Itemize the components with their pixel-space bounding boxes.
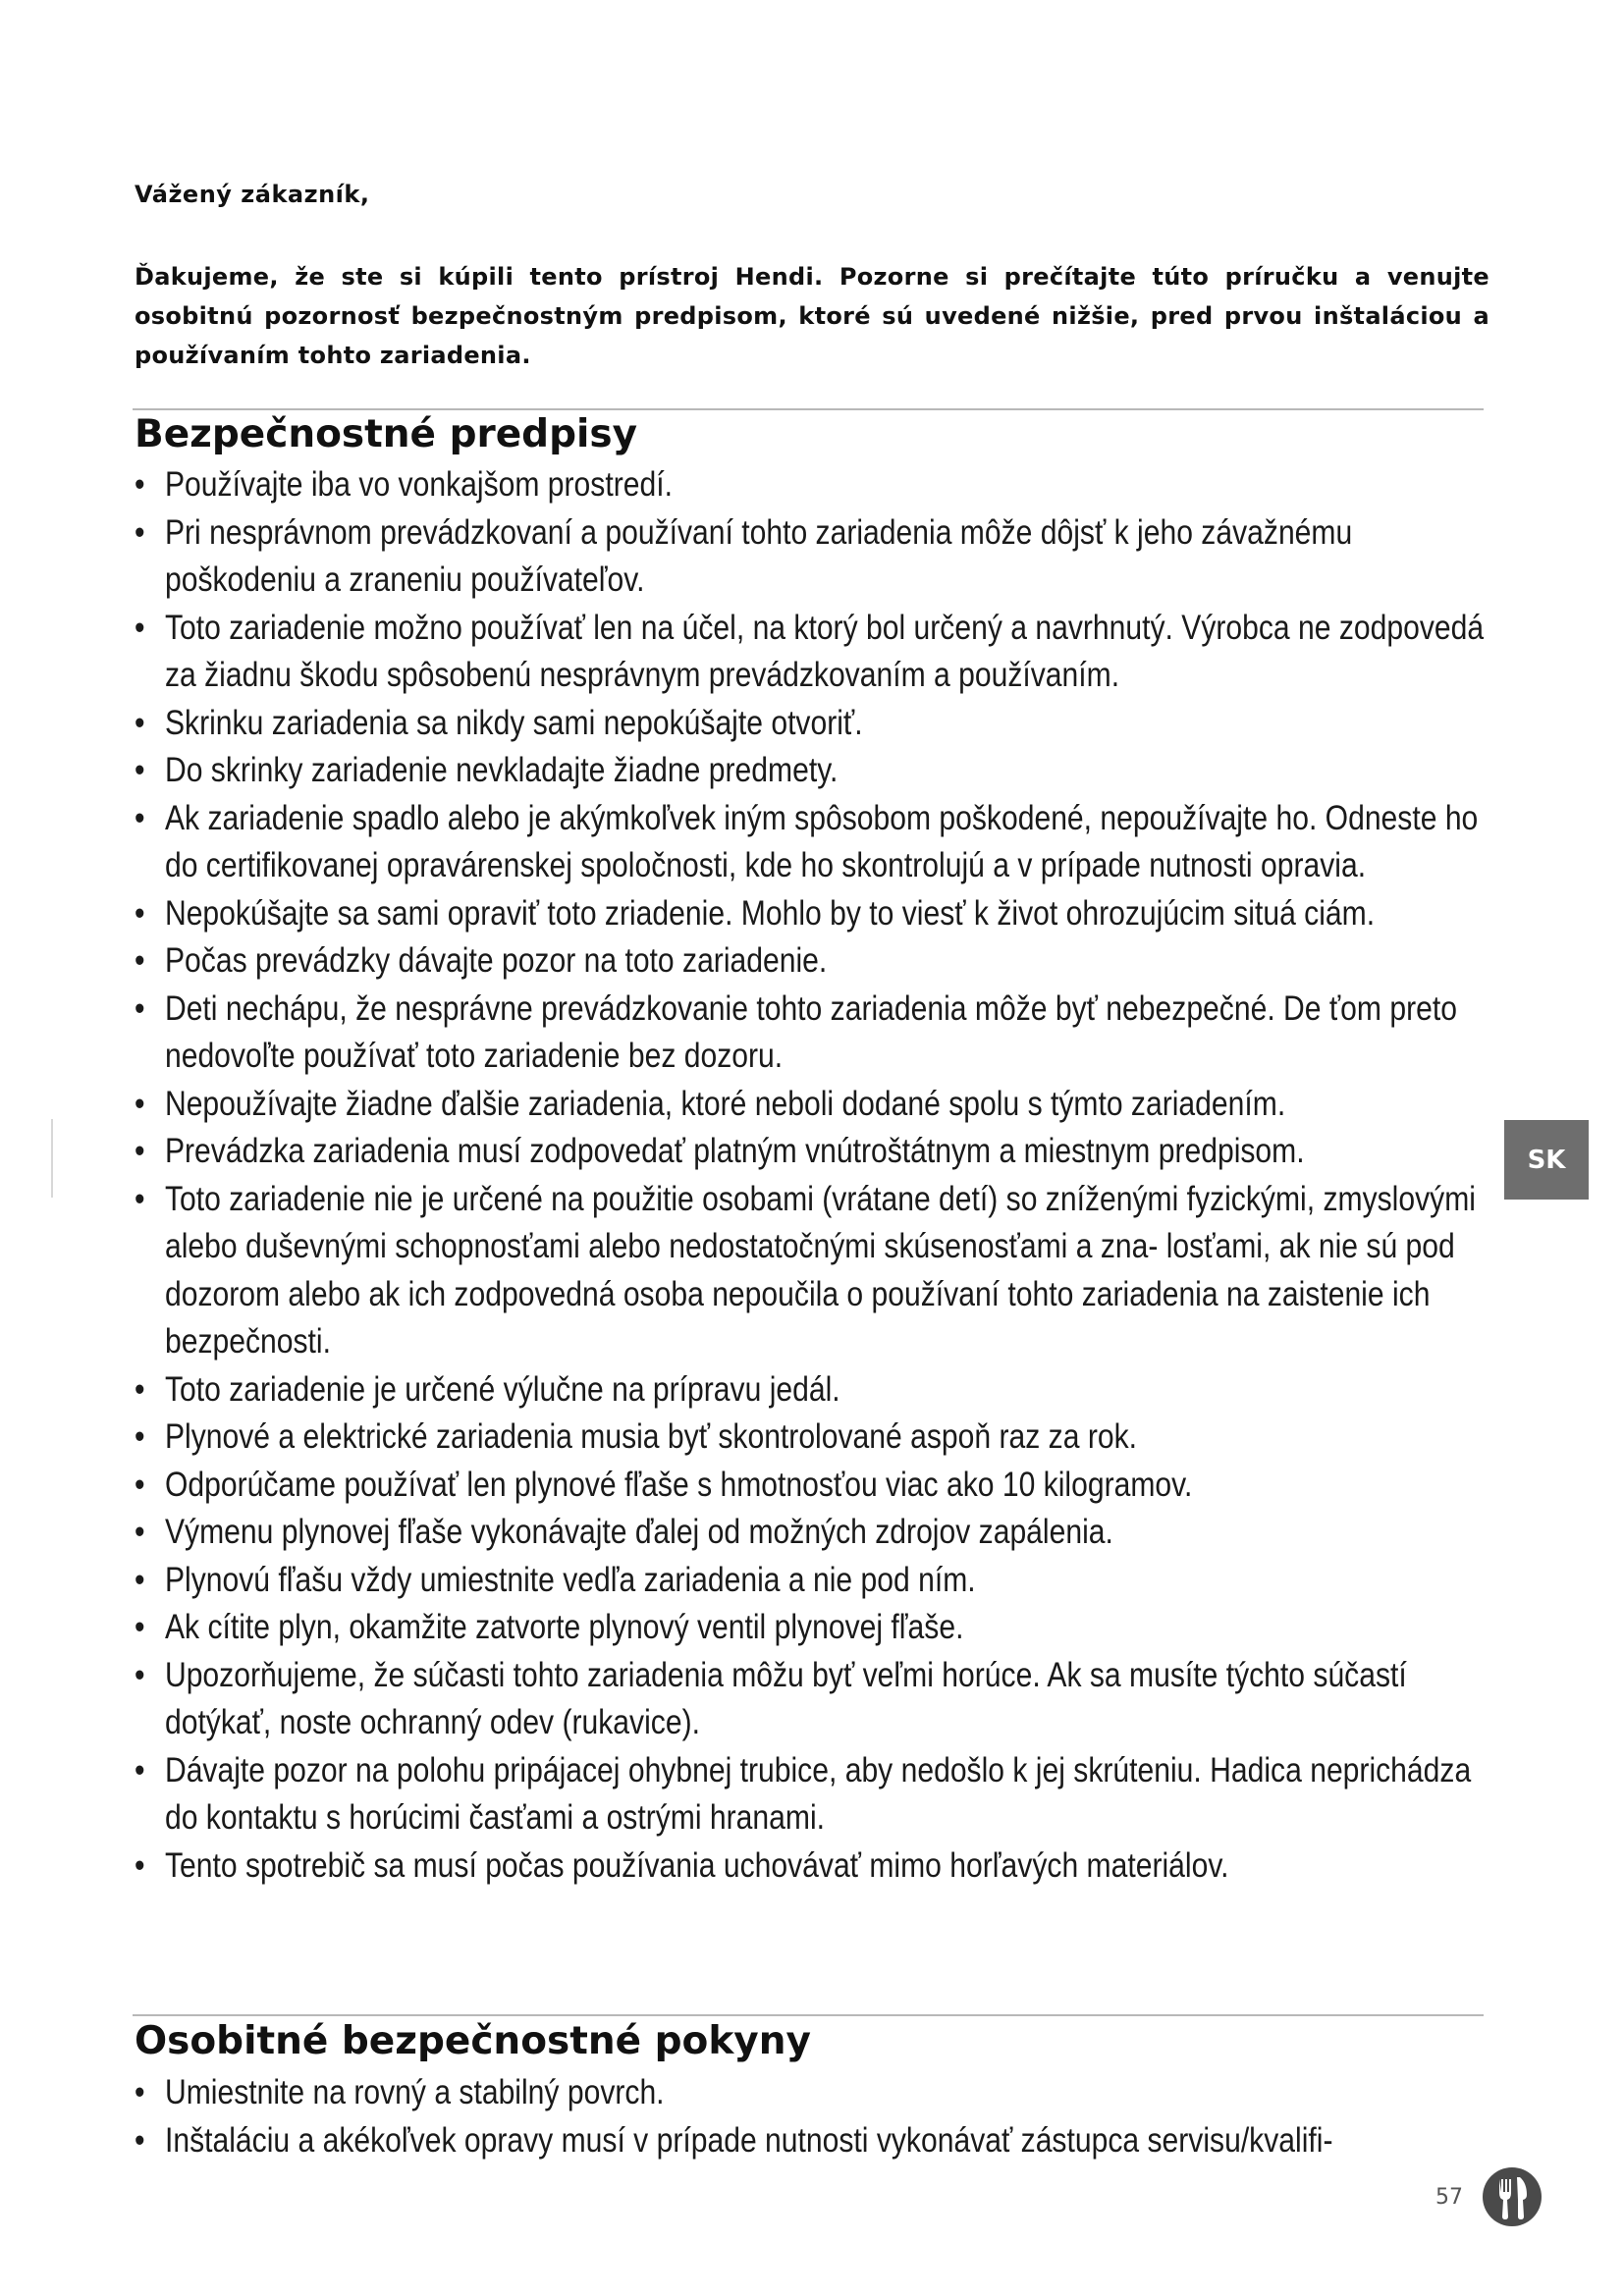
bullet-icon: • [135,1608,145,1646]
list-item-text: Toto zariadenie nie je určené na použitie osobami (vrátane detí) so zníženými fyzickými, zmyslovými alebo duševnými schopnosťami alebo nedostatočnými skúsenosťami a zna- losťami, ak nie sú pod dozorom alebo ak ich zodpovedná osoba nepoučila o používaní tohto zariadenia na zaistenie ich bezpečnosti. [164,1179,1476,1361]
bullet-icon: • [135,512,145,552]
bullet-icon: • [135,465,145,504]
list-item-text: Výmenu plynovej fľaše vykonávajte ďalej od možných zdrojov zapálenia. [164,1513,1113,1551]
section-divider [133,2014,1484,2016]
list-item [135,1462,1511,1510]
bullet-icon: • [135,1369,145,1409]
bullet-icon: • [135,2073,145,2111]
bullet-icon: • [135,1132,145,1170]
list-item-text: Pri nesprávnom prevádzkovaní a používaní tohto zariadenia môže dôjsť k jeho závažnému poškodeniu a zraneniu používateľov. [164,512,1353,599]
list-item [135,1366,1511,1415]
list-item [135,605,1511,700]
bullet-icon: • [135,988,145,1028]
list-item-text: Dávajte pozor na polohu pripájacej ohybnej trubice, aby nedošlo k jej skrúteniu. Hadica neprichádza do kontaktu s horúcimi časťami a ostrými hranami. [164,1750,1472,1837]
page-number: 57 [1435,2185,1463,2210]
margin-line [51,1119,53,1198]
bullet-icon: • [135,1655,145,1694]
list-item [135,700,1511,748]
hendi-cutlery-logo-icon [1481,2165,1543,2228]
list-item [135,890,1511,938]
list-item-text: Nepoužívajte žiadne ďalšie zariadenia, ktoré neboli dodané spolu s týmto zariadením. [164,1084,1286,1123]
list-item-text: Nepokúšajte sa sami opraviť toto zriadenie. Mohlo by to viesť k život ohrozujúcim situá ciám. [164,893,1376,933]
list-item [135,1842,1511,1891]
bullet-icon: • [135,1179,145,1218]
list-item [135,986,1511,1081]
list-item-text: Tento spotrebič sa musí počas používania uchovávať mimo horľavých materiálov. [164,1845,1229,1885]
list-item-text: Inštaláciu a akékoľvek opravy musí v prípade nutnosti vykonávať zástupca servisu/kvalifi- [164,2120,1333,2160]
list-item [135,937,1511,986]
bullet-icon: • [135,1084,145,1123]
list-item [135,1176,1511,1366]
special-safety-list [135,2069,1511,2164]
bullet-icon: • [135,1845,145,1885]
list-item-text: Skrinku zariadenia sa nikdy sami nepokúšajte otvoriť. [164,703,863,742]
language-tab: SK [1504,1120,1589,1200]
bullet-icon: • [135,751,145,789]
list-item [135,509,1511,605]
list-item-text: Plynové a elektrické zariadenia musia byť skontrolované aspoň raz za rok. [164,1417,1138,1456]
list-item [135,1747,1511,1842]
list-item-text: Deti nechápu, že nesprávne prevádzkovanie tohto zariadenia môže byť nebezpečné. De ťom preto nedovoľte používať toto zariadenie bez dozoru. [164,988,1457,1075]
bullet-icon: • [135,893,145,933]
list-item-text: Plynovú fľašu vždy umiestnite vedľa zariadenia a nie pod ním. [164,1560,976,1599]
bullet-icon: • [135,1513,145,1551]
bullet-icon: • [135,1465,145,1504]
greeting: Vážený zákazník, [135,181,370,208]
list-item-text: Upozorňujeme, že súčasti tohto zariadenia môžu byť veľmi horúce. Ak sa musíte týchto súčastí dotýkať, noste ochranný odev (rukavice). [164,1655,1407,1741]
list-item [135,1414,1511,1462]
bullet-icon: • [135,703,145,742]
list-item [135,461,1511,509]
bullet-icon: • [135,1560,145,1599]
list-item-text: Toto zariadenie je určené výlučne na prípravu jedál. [164,1369,840,1409]
list-item-text: Prevádzka zariadenia musí zodpovedať platným vnútroštátnym a miestnym predpisom. [164,1132,1305,1170]
bullet-icon: • [135,1750,145,1789]
list-item-text: Ak zariadenie spadlo alebo je akýmkoľvek iným spôsobom poškodené, nepoužívajte ho. Odneste ho do certifikovanej opravárenskej spoločnosti, kde ho skontrolujú a v prípade nutnosti opravia. [164,798,1479,884]
list-item [135,1604,1511,1652]
list-item-text: Umiestnite na rovný a stabilný povrch. [164,2073,665,2111]
safety-regulations-list [135,461,1511,1890]
list-item [135,1557,1511,1605]
bullet-icon: • [135,941,145,980]
intro-paragraph: Ďakujeme, že ste si kúpili tento prístroj Hendi. Pozorne si prečítajte túto príručku a venujte osobitnú pozornosť bezpečnostným predpisom, ktoré sú uvedené nižšie, pred prvou inštaláciou a používaním tohto zariadenia. [135,263,1489,369]
bullet-icon: • [135,2120,145,2160]
bullet-icon: • [135,608,145,647]
list-item [135,1509,1511,1557]
list-item-text: Používajte iba vo vonkajšom prostredí. [164,465,673,504]
list-item [135,795,1511,890]
list-item-text: Toto zariadenie možno používať len na účel, na ktorý bol určený a navrhnutý. Výrobca ne zodpovedá za žiadnu škodu spôsobenú nesprávnym prevádzkovaním a používaním. [164,608,1485,694]
safety-regulations-heading: Bezpečnostné predpisy [135,412,638,456]
bullet-icon: • [135,1417,145,1456]
list-item-text: Do skrinky zariadenie nevkladajte žiadne predmety. [164,751,839,789]
list-item [135,2069,1511,2117]
list-item-text: Ak cítite plyn, okamžite zatvorte plynový ventil plynovej fľaše. [164,1608,964,1646]
list-item [135,1081,1511,1129]
special-safety-heading: Osobitné bezpečnostné pokyny [135,2019,811,2063]
list-item [135,747,1511,795]
list-item [135,1652,1511,1747]
list-item [135,1128,1511,1176]
list-item-text: Počas prevádzky dávajte pozor na toto zariadenie. [164,941,828,980]
bullet-icon: • [135,798,145,837]
list-item-text: Odporúčame používať len plynové fľaše s hmotnosťou viac ako 10 kilogramov. [164,1465,1193,1504]
list-item [135,2117,1511,2165]
